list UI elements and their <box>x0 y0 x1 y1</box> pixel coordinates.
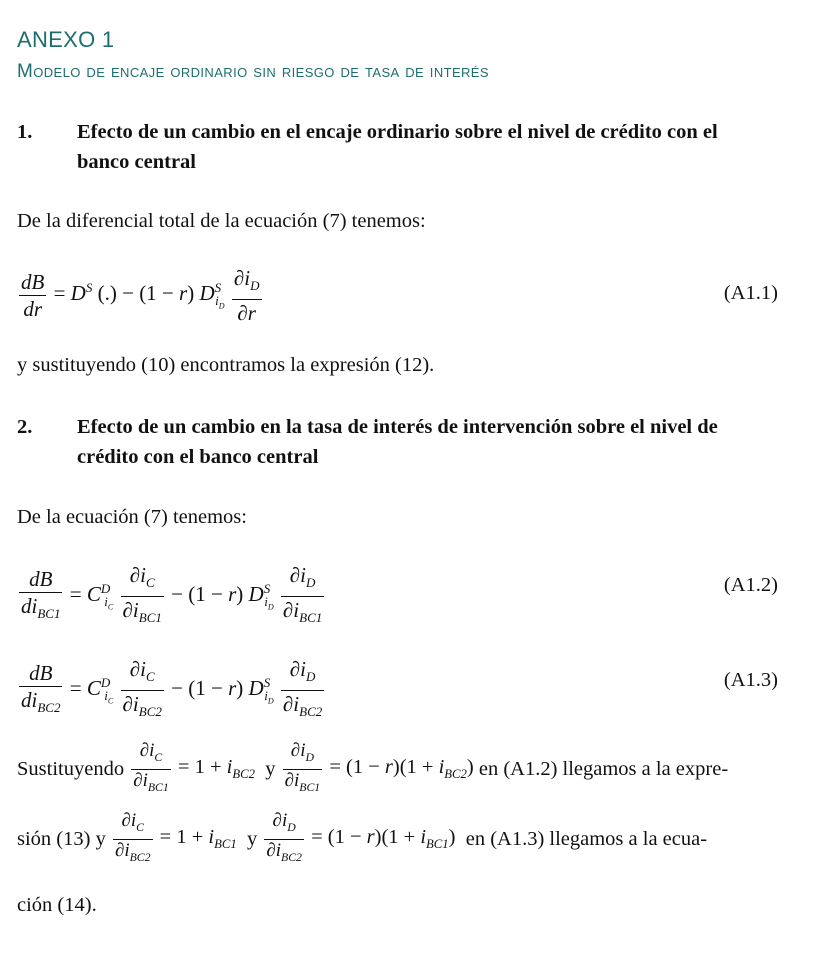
paragraph-2: y sustituyendo (10) encontramos la expresión (12). <box>17 354 435 376</box>
equation-a1-3: $\frac{dB}{di_{BC2}}$ = $C^D_{i_C}$ $\frac{\partial i_C}{\partial i_{BC2}}$ − (1 − r) $D^S_{i_D}$ $\frac{\partial i_D}{\partial i_{BC2}}$ <box>21 657 323 720</box>
paragraph-5-end: en (A1.3) llegamos a la ecua- <box>465 827 708 850</box>
equation-label-a1-3: (A1.3) <box>723 669 778 691</box>
paragraph-4-end: en (A1.2) llegamos a la expre- <box>478 757 729 780</box>
section-2-title-line1: Efecto de un cambio en la tasa de interés de intervención sobre el nivel de <box>77 416 718 438</box>
paragraph-4-y: y <box>265 757 276 780</box>
equation-a1-2: $\frac{dB}{di_{BC1}}$ = $C^D_{i_C}$ $\frac{\partial i_C}{\partial i_{BC1}}$ − (1 − r) $D^S_{i_D}$ $\frac{\partial i_D}{\partial i_{BC1}}$ <box>21 563 323 626</box>
paragraph-5: sión (13) y $\frac{\partial i_C}{\partial i_{BC2}}$ = $1 + i_{BC1}$ y $\frac{\partial i_D}{\partial i_{BC2}}$ = $(1 - r)(1 + i_{BC1})$ en (A1.3) llegamos a la ecua- <box>17 810 708 864</box>
paragraph-4: Sustituyendo $\frac{\partial i_C}{\partial i_{BC1}}$ = $1 + i_{BC2}$ y $\frac{\partial i_D}{\partial i_{BC1}}$ = $(1 - r)(1 + i_{BC2})$ en (A1.2) llegamos a la expre- <box>17 740 729 794</box>
equation-a1-1: $\frac{dB}{dr}$ = $D^S$ (.) − (1 − r) $D^S_{i_D}$ $\frac{\partial i_D}{\partial r}$ <box>21 266 260 326</box>
paragraph-5-y: y <box>246 827 258 850</box>
paragraph-3: De la ecuación (7) tenemos: <box>17 506 247 528</box>
annex-subtitle: Modelo de encaje ordinario sin riesgo de tasa de interés <box>17 61 489 82</box>
section-2-title-line2: crédito con el banco central <box>77 446 319 468</box>
paragraph-4-start: Sustituyendo <box>17 757 125 780</box>
equation-label-a1-2: (A1.2) <box>723 574 778 596</box>
section-2-number: 2. <box>17 416 33 438</box>
equation-label-a1-1: (A1.1) <box>723 282 778 304</box>
section-1-title-line2: banco central <box>77 151 196 173</box>
paragraph-1: De la diferencial total de la ecuación (7) tenemos: <box>17 210 426 232</box>
paragraph-6: ción (14). <box>17 894 97 916</box>
section-1-number: 1. <box>17 121 33 143</box>
paragraph-5-start: sión (13) y <box>17 827 106 850</box>
section-1-title-line1: Efecto de un cambio en el encaje ordinario sobre el nivel de crédito con el <box>77 121 718 143</box>
annex-title: ANEXO 1 <box>17 27 115 52</box>
